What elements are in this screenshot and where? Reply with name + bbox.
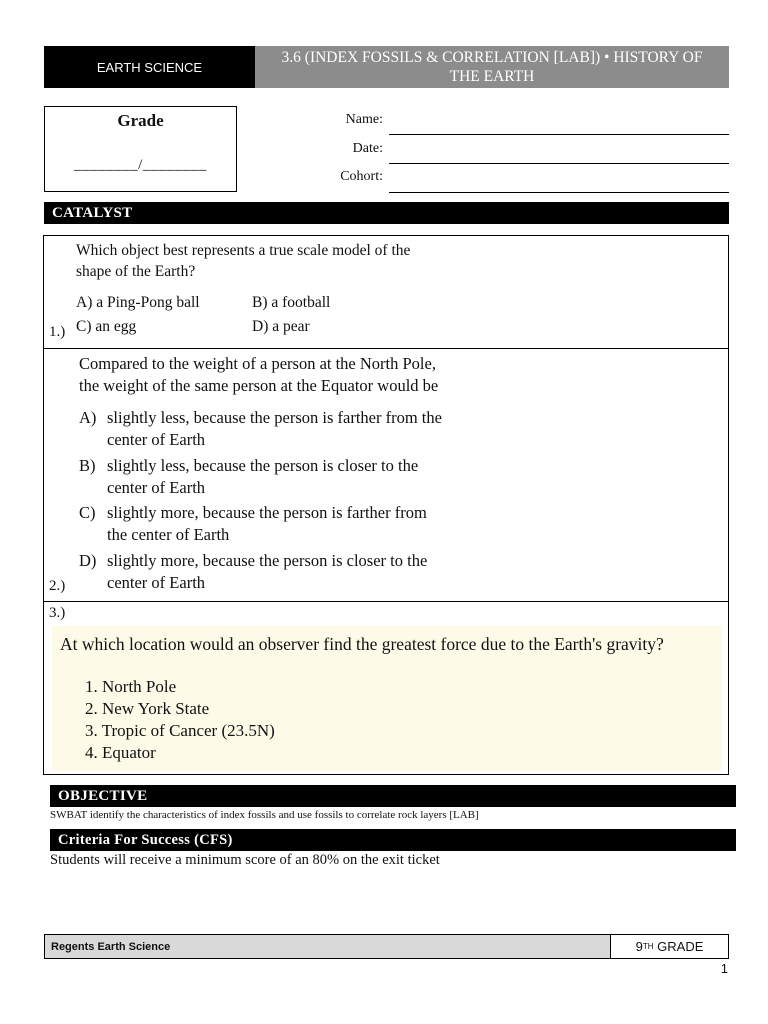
cfs-text: Students will receive a minimum score of an 80% on the exit ticket	[50, 852, 440, 868]
q2-option-a-line2: center of Earth	[107, 430, 206, 449]
objective-text: SWBAT identify the characteristics of index fossils and use fossils to correlate rock layers [LAB]	[50, 809, 479, 821]
q2-option-a-line1: slightly less, because the person is farther from the	[107, 408, 442, 427]
footer-grade	[611, 935, 728, 958]
q2-option-a-letter: A)	[79, 408, 97, 427]
q1-option-c: C) an egg	[76, 318, 137, 335]
footer-grade-word: GRADE	[653, 939, 704, 954]
title-banner	[255, 46, 729, 88]
grade-title: Grade	[117, 111, 164, 130]
cfs-heading-text: Criteria For Success (CFS)	[58, 831, 233, 848]
q2-option-d-line1: slightly more, because the person is closer to the	[107, 551, 428, 570]
q3-option-1: 1. North Pole	[85, 677, 177, 696]
name-field[interactable]	[389, 134, 729, 135]
q1-number: 1.)	[49, 324, 66, 340]
name-label: Name:	[345, 112, 383, 127]
q2-option-c-letter: C)	[79, 503, 96, 522]
footer-grade-num: 9	[635, 939, 643, 954]
cohort-label: Cohort:	[340, 169, 383, 184]
date-field[interactable]	[389, 163, 729, 164]
footer-grade-sup: TH	[642, 942, 654, 951]
q2-option-b-letter: B)	[79, 456, 96, 475]
question-1	[43, 235, 729, 349]
q2-option-d-letter: D)	[79, 551, 97, 570]
question-2	[43, 348, 729, 602]
q3-stem: At which location would an observer find the greatest force due to the Earth's gravity?	[60, 634, 664, 654]
q2-option-d-line2: center of Earth	[107, 573, 206, 592]
footer-course	[45, 935, 611, 958]
footer-course-text: Regents Earth Science	[51, 940, 171, 953]
q2-stem-line2: the weight of the same person at the Equator would be	[79, 376, 439, 395]
cohort-field[interactable]	[389, 192, 729, 193]
q2-option-b-line2: center of Earth	[107, 478, 206, 497]
q2-number: 2.)	[49, 578, 66, 594]
catalyst-heading-text: CATALYST	[52, 204, 133, 221]
q3-option-4: 4. Equator	[85, 743, 156, 762]
page-number: 1	[720, 961, 728, 976]
q2-option-b-line1: slightly less, because the person is closer to the	[107, 456, 419, 475]
footer-bar	[44, 934, 729, 959]
question-3	[43, 601, 729, 775]
grade-box	[44, 106, 237, 192]
q2-stem-line1: Compared to the weight of a person at the North Pole,	[79, 354, 436, 373]
q3-highlight	[52, 626, 722, 771]
q1-option-d: D) a pear	[252, 318, 310, 335]
date-label: Date:	[352, 141, 383, 156]
subject-label: EARTH SCIENCE	[96, 59, 203, 75]
page-title: 3.6 (INDEX FOSSILS & CORRELATION [LAB]) • HISTORY OF THE EARTH	[281, 49, 703, 85]
catalyst-heading	[44, 202, 729, 224]
subject-banner	[44, 46, 255, 88]
q3-number: 3.)	[49, 605, 66, 621]
q1-option-b: B) a football	[252, 294, 331, 311]
cfs-heading	[50, 829, 736, 851]
q1-stem-line1: Which object best represents a true scale model of the	[76, 242, 411, 259]
q2-option-c-line2: the center of Earth	[107, 525, 230, 544]
q1-option-a: A) a Ping-Pong ball	[76, 294, 200, 311]
q3-option-2: 2. New York State	[85, 699, 210, 718]
q3-option-3: 3. Tropic of Cancer (23.5N)	[85, 721, 275, 740]
grade-blank: ________/________	[74, 157, 207, 173]
q1-stem-line2: shape of the Earth?	[76, 263, 196, 280]
objective-heading	[50, 785, 736, 807]
objective-heading-text: OBJECTIVE	[58, 787, 148, 804]
q2-option-c-line1: slightly more, because the person is farther from	[107, 503, 427, 522]
